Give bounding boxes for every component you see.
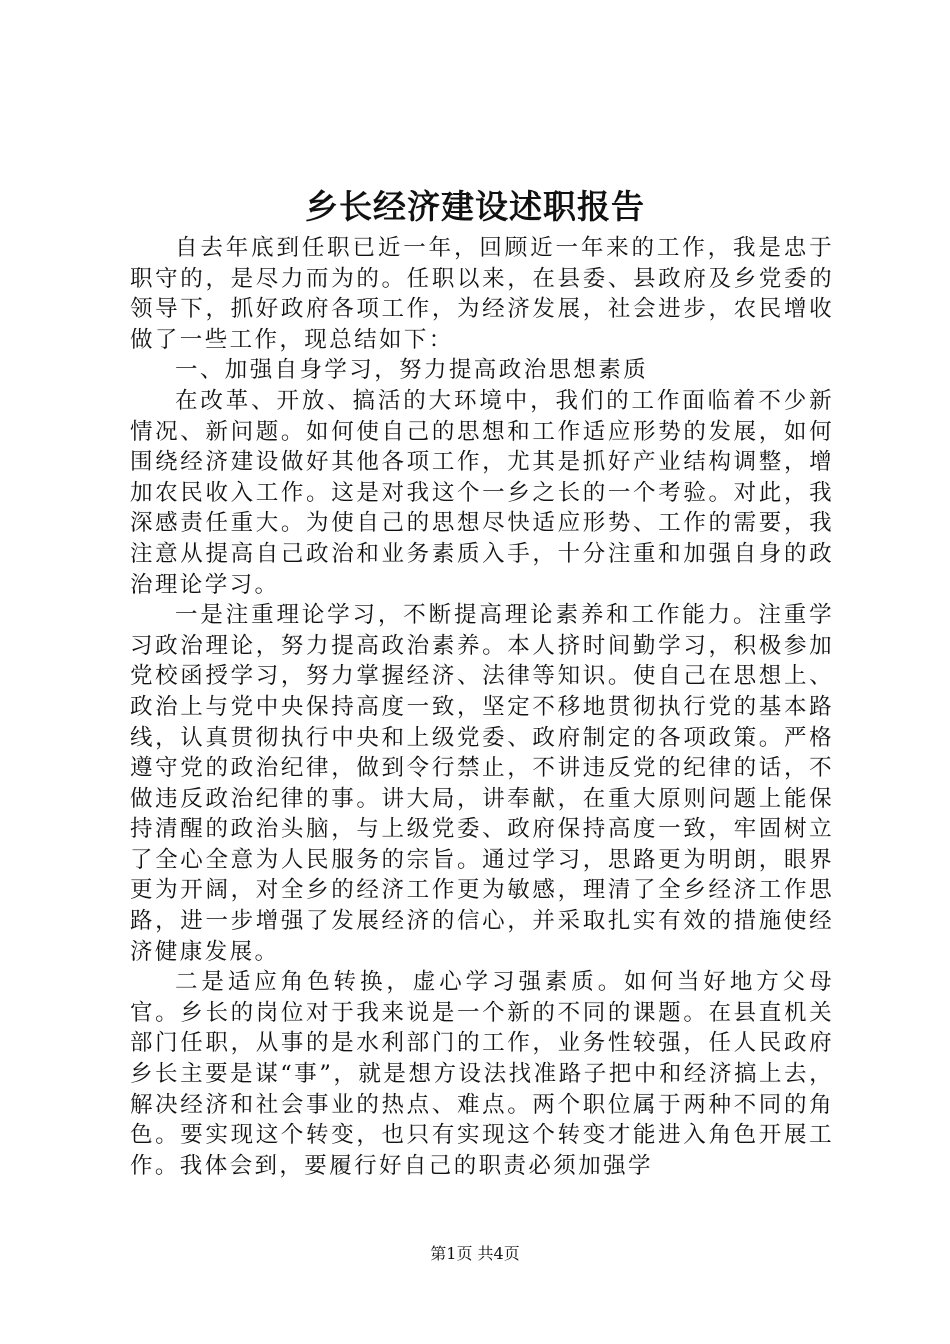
paragraph-intro: 自去年底到任职已近一年，回顾近一年来的工作，我是忠于职守的，是尽力而为的。任职以来，在县委、县政府及乡党委的领导下，抓好政府各项工作，为经济发展，社会进步，农民增收做了一些工作，现总结如下： xyxy=(130,235,834,353)
paragraph-point-1: 一是注重理论学习，不断提高理论素养和工作能力。注重学习政治理论，努力提高政治素养。本人挤时间勤学习，积极参加党校函授学习，努力掌握经济、法律等知识。使自己在思想上、政治上与党中央保持高度一致，坚定不移地贯彻执行党的基本路线，认真贯彻执行中央和上级党委、政府制定的各项政策。严格遵守党的政治纪律，做到令行禁止，不讲违反党的纪律的话，不做违反政治纪律的事。讲大局，讲奉献，在重大原则问题上能保持清醒的政治头脑，与上级党委、政府保持高度一致，牢固树立了全心全意为人民服务的宗旨。通过学习，思路更为明朗，眼界更为开阔，对全乡的经济工作更为敏感，理清了全乡经济工作思路，进一步增强了发展经济的信心，并采取扎实有效的措施使经济健康发展。 xyxy=(130,602,834,965)
section-heading-1: 一、加强自身学习，努力提高政治思想素质 xyxy=(175,357,649,384)
paragraph-context: 在改革、开放、搞活的大环境中，我们的工作面临着不少新情况、新问题。如何使自己的思想和工作适应形势的发展，如何围绕经济建设做好其他各项工作，尤其是抓好产业结构调整，增加农民收入工作。这是对我这个一乡之长的一个考验。对此，我深感责任重大。为使自己的思想尽快适应形势、工作的需要，我注意从提高自己政治和业务素质入手，十分注重和加强自身的政治理论学习。 xyxy=(130,387,834,598)
document-body xyxy=(130,233,834,1181)
page-footer: 第1页 共4页 xyxy=(430,1244,520,1263)
document-title: 乡长经济建设述职报告 xyxy=(305,187,645,226)
paragraph-point-2: 二是适应角色转换，虚心学习强素质。如何当好地方父母官。乡长的岗位对于我来说是一个新的不同的课题。在县直机关部门任职，从事的是水利部门的工作，业务性较强，任人民政府乡长主要是谋“事”，就是想方设法找准路子把中和经济搞上去，解决经济和社会事业的热点、难点。两个职位属于两种不同的角色。要实现这个转变，也只有实现这个转变才能进入角色开展工作。我体会到，要履行好自己的职责必须加强学 xyxy=(130,969,834,1179)
